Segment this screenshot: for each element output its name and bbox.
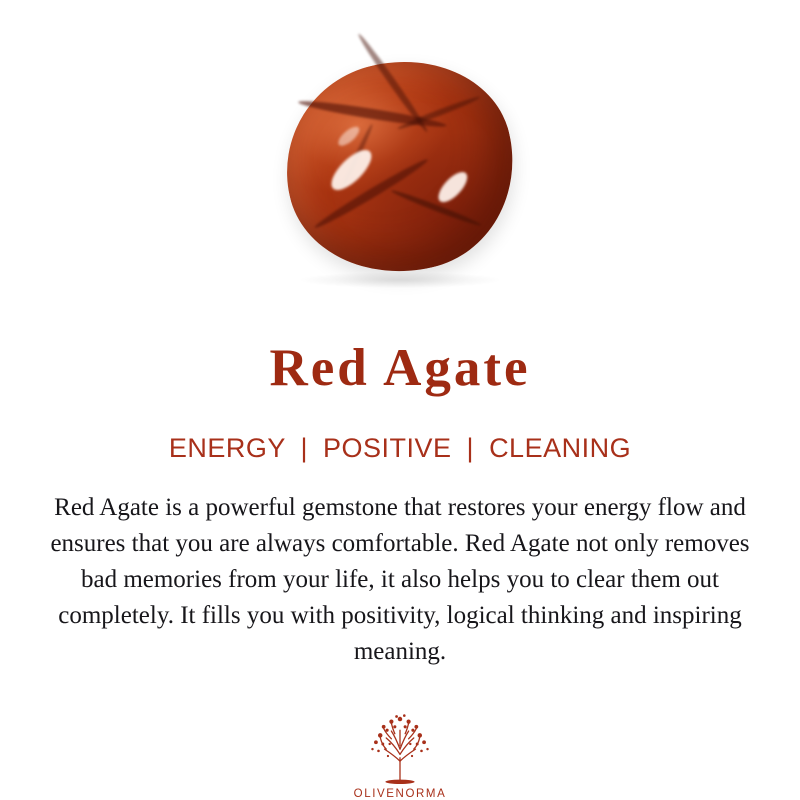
keyword-cleaning: CLEANING [489,433,632,463]
brand-logo [354,713,447,800]
red-agate-stone [265,39,534,295]
keyword-separator: | [300,433,308,463]
keyword-list [169,433,631,464]
stone-shadow [300,272,500,288]
keyword-separator: | [466,433,475,463]
tree-of-life-icon [357,713,443,787]
gemstone-image [0,0,800,324]
stone-vein [312,156,430,232]
brand-name: OLIVENORMA [353,788,447,800]
stone-highlight [434,167,472,206]
page-title: Red Agate [269,339,531,397]
product-description: Red Agate is a powerful gemstone that restores your energy flow and ensures that you are always comfortable. Red Agate not only removes bad memories from your life, it also helps you to clear them out completely. It fills you with positivity, logical thinking and inspiring meaning. [50,494,750,665]
stone-body [265,39,534,295]
keyword-positive: POSITIVE [322,433,452,463]
stone-highlight [335,124,362,149]
stone-vein [390,188,482,228]
keyword-energy: ENERGY [168,433,286,463]
